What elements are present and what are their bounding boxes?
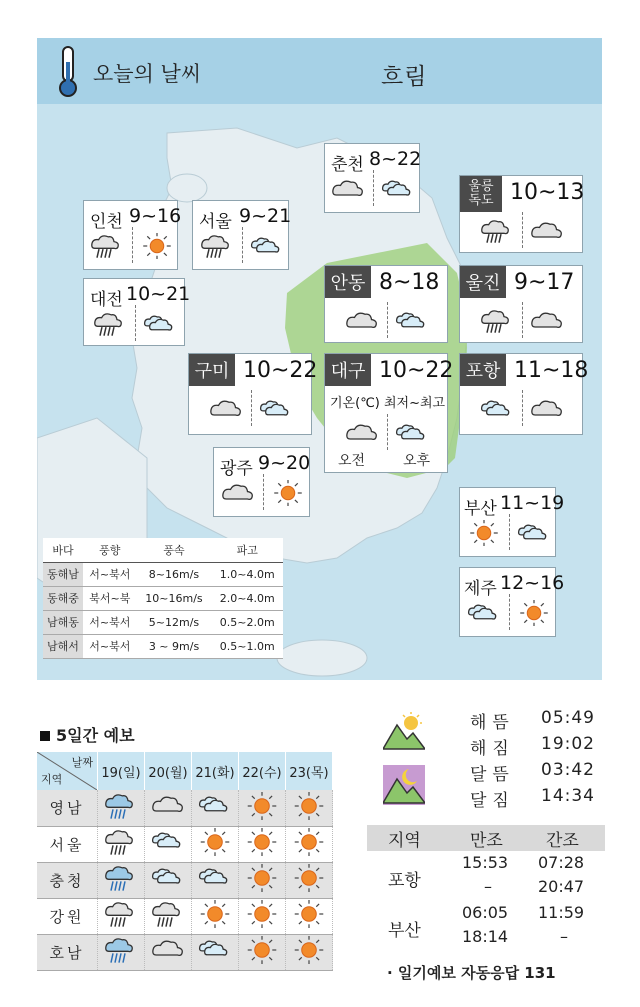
city-name-tag: 구미 [189, 354, 235, 386]
partly-cloudy-icon [259, 396, 293, 426]
sea-row [43, 562, 283, 586]
rain-cloud-icon [145, 898, 192, 934]
city-name: 대전 [90, 290, 123, 310]
temp-range: 8~18 [379, 270, 440, 295]
divider [135, 305, 136, 341]
date-header: 23(목) [286, 752, 333, 790]
temp-range: 9~20 [258, 452, 311, 474]
sunny-icon [286, 862, 333, 898]
forecast-row [37, 934, 333, 970]
rain-cloud-blue-icon [98, 862, 145, 898]
tide-header-low: 간조 [546, 831, 579, 851]
forecast-title-text: 5일간 예보 [56, 726, 135, 745]
city-name-tag: 포항 [460, 354, 506, 386]
divider [522, 212, 523, 248]
temp-range: 11~19 [500, 492, 565, 514]
sunny-icon [239, 862, 286, 898]
sunset-time: 19:02 [541, 734, 595, 754]
sea-header: 풍향 [83, 538, 137, 562]
sea-area: 남해동 [43, 610, 83, 634]
wind-speed: 5~12m/s [137, 610, 212, 634]
forecast-row [37, 790, 333, 826]
tide-region: 부산 [388, 921, 421, 941]
city-name: 춘천 [331, 155, 364, 175]
partly-cloudy-icon [143, 311, 177, 341]
forecast-region: 충청 [37, 862, 98, 898]
temp-range: 12~16 [500, 572, 565, 594]
sunny-icon [239, 934, 286, 970]
temp-range: 10~21 [126, 283, 191, 305]
forecast-region: 호남 [37, 934, 98, 970]
temp-range: 10~13 [510, 180, 585, 205]
thermometer-icon [53, 44, 83, 98]
cloudy-icon [145, 934, 192, 970]
wave-height: 0.5~2.0m [211, 610, 283, 634]
city-name-tag: 대구 [325, 354, 371, 386]
tide-header-region: 지역 [388, 831, 421, 851]
rain-cloud-icon [98, 826, 145, 862]
sunny-icon [239, 790, 286, 826]
sea-row [43, 634, 283, 658]
tide-header-high: 만조 [470, 831, 503, 851]
tide-low: 07:28 [538, 853, 585, 872]
legend-label: 기온(℃) 최저~최고 [330, 396, 446, 411]
forecast-region: 강원 [37, 898, 98, 934]
partly-cloudy-icon [467, 600, 501, 630]
moonrise-label: 달뜸 [470, 765, 515, 785]
sunny-icon [286, 826, 333, 862]
moon-mountain-icon [383, 765, 425, 805]
legend-am: 오전 [338, 453, 366, 469]
sunny-icon [271, 480, 305, 510]
divider [522, 302, 523, 338]
temp-range: 8~22 [369, 148, 422, 170]
sea-header: 풍속 [137, 538, 212, 562]
partly-cloudy-icon [381, 176, 415, 206]
wind-direction: 서~북서 [83, 634, 137, 658]
date-header: 19(일) [98, 752, 145, 790]
rain-cloud-blue-icon [98, 790, 145, 826]
tide-high: – [484, 877, 492, 896]
tide-low: – [560, 927, 568, 946]
sun-mountain-icon [383, 711, 425, 751]
sunny-icon [239, 826, 286, 862]
sunrise-time: 05:49 [541, 708, 595, 728]
cloudy-icon [530, 218, 564, 248]
forecast-row [37, 826, 333, 862]
rain-cloud-icon [90, 233, 124, 263]
city-card [324, 143, 420, 213]
city-card [324, 265, 448, 343]
corner-bottom: 지역 [41, 773, 63, 786]
sea-header: 파고 [211, 538, 283, 562]
city-card [192, 200, 292, 270]
partly-cloudy-icon [395, 420, 429, 450]
sea-row [43, 610, 283, 634]
city-card [459, 175, 583, 253]
city-name: 부산 [464, 499, 497, 519]
sea-area: 동해중 [43, 586, 83, 610]
auto-response-line: · 일기예보 자동응답 131 [387, 964, 556, 982]
tide-high: 15:53 [462, 853, 509, 872]
sunset-label: 해짐 [470, 739, 515, 759]
divider [132, 227, 133, 263]
divider [387, 302, 388, 338]
sunny-icon [517, 600, 551, 630]
moonset-label: 달짐 [470, 791, 515, 811]
cloudy-icon [209, 396, 243, 426]
partly-cloudy-icon [145, 862, 192, 898]
sunny-icon [140, 233, 174, 263]
divider [509, 514, 510, 550]
rain-cloud-icon [200, 233, 234, 263]
city-name: 서울 [199, 212, 232, 232]
rain-cloud-icon [98, 898, 145, 934]
rain-cloud-icon [480, 308, 514, 338]
tide-high: 06:05 [462, 903, 509, 922]
city-name-tag: 안동 [325, 266, 371, 298]
legend-pm: 오후 [403, 453, 431, 469]
sea-table [43, 538, 283, 659]
corner-cell [37, 752, 98, 790]
temp-range: 9~17 [514, 270, 575, 295]
tide-low: 20:47 [538, 877, 585, 896]
city-name: 인천 [90, 212, 123, 232]
rain-cloud-icon [480, 218, 514, 248]
sea-area: 동해남 [43, 562, 83, 586]
divider [242, 227, 243, 263]
temp-range: 10~22 [379, 358, 454, 383]
cloudy-icon [530, 308, 564, 338]
cloudy-icon [530, 396, 564, 426]
partly-cloudy-icon [480, 396, 514, 426]
wind-speed: 10~16m/s [137, 586, 212, 610]
rain-cloud-blue-icon [98, 934, 145, 970]
divider [263, 474, 264, 510]
forecast-table [37, 752, 333, 971]
sky-status: 흐림 [381, 64, 428, 90]
wind-direction: 서~북서 [83, 562, 137, 586]
partly-cloudy-icon [395, 308, 429, 338]
sunny-icon [239, 898, 286, 934]
city-card [459, 265, 583, 343]
temp-range: 10~22 [243, 358, 318, 383]
city-card [83, 278, 191, 346]
date-header: 20(월) [145, 752, 192, 790]
date-header: 21(화) [192, 752, 239, 790]
forecast-title [40, 723, 135, 746]
city-name-tag: 울릉 독도 [460, 176, 502, 212]
sunny-icon [286, 790, 333, 826]
cloudy-icon [345, 308, 379, 338]
wind-speed: 8~16m/s [137, 562, 212, 586]
cloudy-icon [345, 420, 379, 450]
city-card [459, 567, 565, 637]
sunny-icon [286, 934, 333, 970]
date-header: 22(수) [239, 752, 286, 790]
corner-top: 날짜 [71, 756, 93, 769]
partly-cloudy-icon [192, 934, 239, 970]
cloudy-icon [331, 176, 365, 206]
sunny-icon [192, 826, 239, 862]
moonrise-time: 03:42 [541, 760, 595, 780]
city-card [83, 200, 182, 270]
city-name: 제주 [464, 579, 497, 599]
city-card [213, 447, 310, 517]
app-title: 오늘의 날씨 [93, 62, 202, 86]
city-card [188, 353, 318, 435]
wind-direction: 북서~북 [83, 586, 137, 610]
moonset-time: 14:34 [541, 786, 595, 806]
city-card [459, 487, 565, 557]
wave-height: 1.0~4.0m [211, 562, 283, 586]
rain-cloud-icon [93, 311, 127, 341]
partly-cloudy-icon [145, 826, 192, 862]
forecast-region: 영남 [37, 790, 98, 826]
sunny-icon [286, 898, 333, 934]
cloudy-icon [221, 480, 255, 510]
tide-high: 18:14 [462, 927, 509, 946]
city-name-tag: 울진 [460, 266, 506, 298]
partly-cloudy-icon [192, 790, 239, 826]
partly-cloudy-icon [517, 520, 551, 550]
cloudy-icon [145, 790, 192, 826]
divider [509, 594, 510, 630]
tide-region: 포항 [388, 871, 421, 891]
forecast-row [37, 898, 333, 934]
temp-range: 11~18 [514, 358, 589, 383]
wave-height: 2.0~4.0m [211, 586, 283, 610]
city-card [459, 353, 589, 435]
tide-low: 11:59 [538, 903, 585, 922]
wind-direction: 서~북서 [83, 610, 137, 634]
sea-header: 바다 [43, 538, 83, 562]
partly-cloudy-icon [192, 862, 239, 898]
temp-range: 9~16 [129, 205, 182, 227]
forecast-region: 서울 [37, 826, 98, 862]
partly-cloudy-icon [250, 233, 284, 263]
divider [251, 390, 252, 426]
sea-area: 남해서 [43, 634, 83, 658]
temp-range: 9~21 [239, 205, 292, 227]
divider [373, 170, 374, 206]
divider [522, 390, 523, 426]
wave-height: 0.5~1.0m [211, 634, 283, 658]
sunny-icon [192, 898, 239, 934]
forecast-row [37, 862, 333, 898]
sunrise-label: 해뜸 [470, 713, 515, 733]
square-bullet-icon [40, 731, 50, 741]
city-name: 광주 [220, 459, 253, 479]
sea-row [43, 586, 283, 610]
divider [387, 414, 388, 450]
wind-speed: 3 ~ 9m/s [137, 634, 212, 658]
sunny-icon [467, 520, 501, 550]
